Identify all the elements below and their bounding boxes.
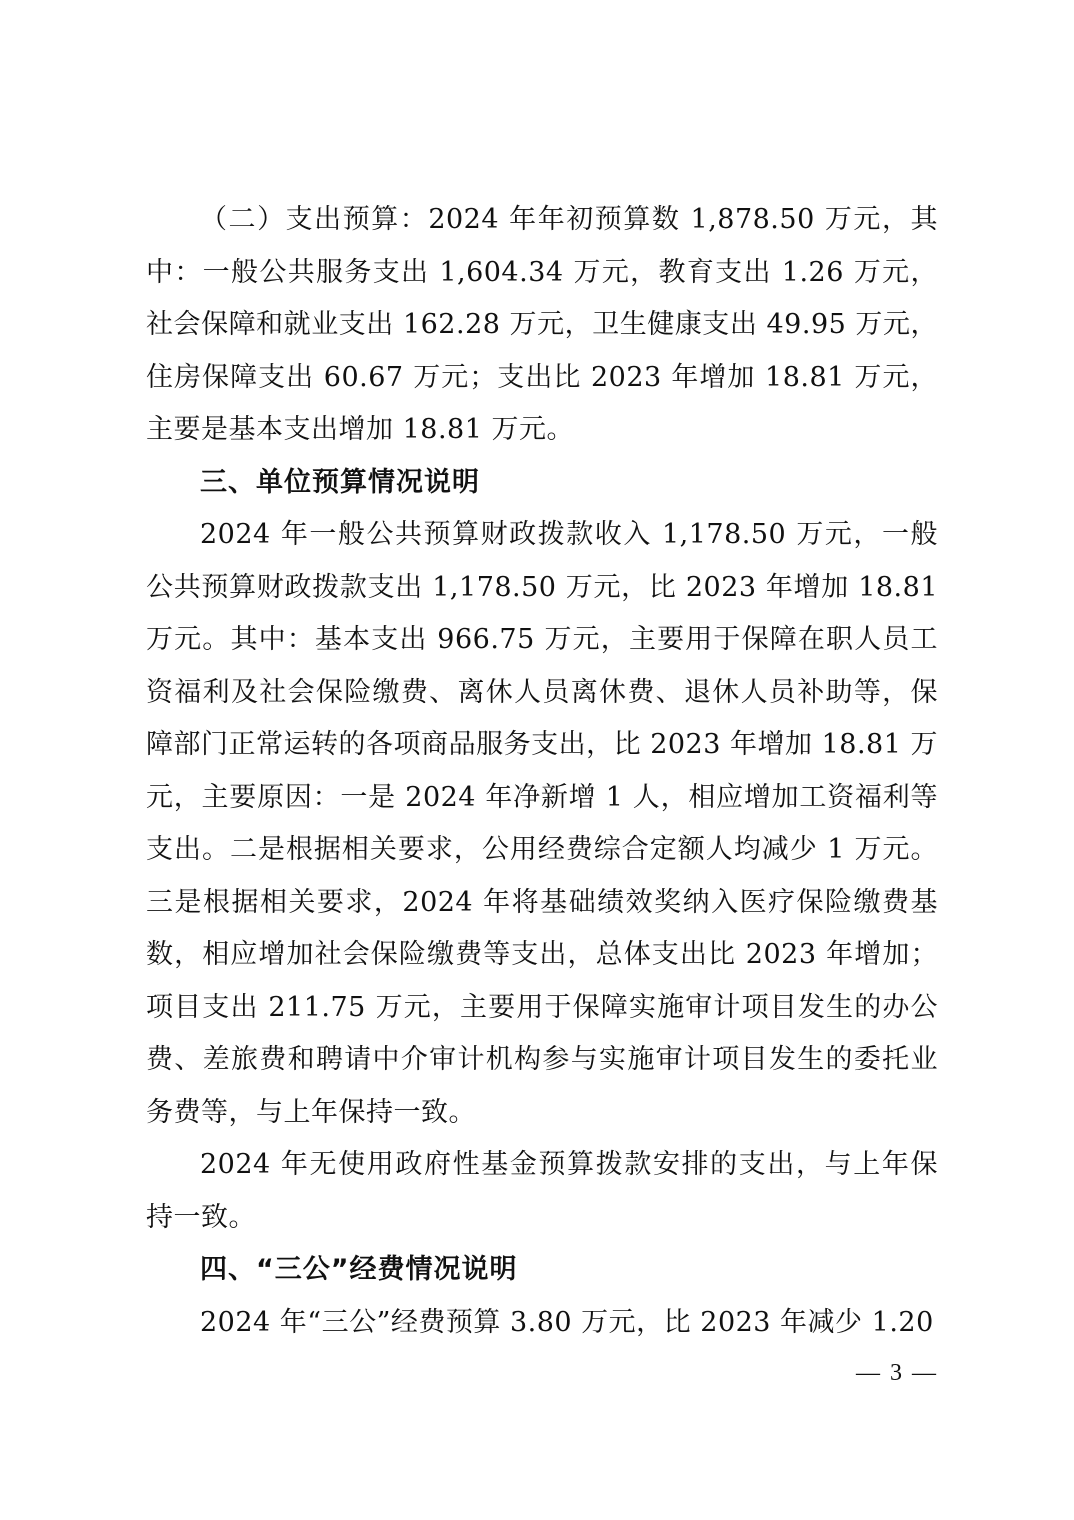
section-heading-unit-budget: 三、单位预算情况说明 — [200, 466, 480, 498]
paragraph-expenditure-budget: （二）支出预算：2024 年年初预算数 1,878.50 万元，其中：一般公共服务支出 1,604.34 万元，教育支出 1.26 万元，社会保障和就业支出 162.28 万元，卫生健康支出 49.95 万元，住房保障支出 60.67 万元；支出比 2023 年增加 18.81 万元，主要是基本支出增加 18.81 万元。 — [146, 204, 938, 445]
paragraph-three-public-budget: 2024 年“三公”经费预算 3.80 万元，比 2023 年减少 1.20 — [200, 1306, 934, 1338]
paragraph-general-budget: 2024 年一般公共预算财政拨款收入 1,178.50 万元，一般公共预算财政拨款支出 1,178.50 万元，比 2023 年增加 18.81 万元。其中：基本支出 966.75 万元，主要用于保障在职人员工资福利及社会保险缴费、离休人员离休费、退休人员补助等，保障部门正常运转的各项商品服务支出，比 2023 年增加 18.81 万元，主要原因：一是 2024 年净新增 1 人，相应增加工资福利等支出。二是根据相关要求，公用经费综合定额人均减少 1 万元。三是根据相关要求，2024 年将基础绩效奖纳入医疗保险缴费基数，相应增加社会保险缴费等支出，总体支出比 2023 年增加；项目支出 211.75 万元，主要用于保障实施审计项目发生的办公费、差旅费和聘请中介审计机构参与实施审计项目发生的委托业务费等，与上年保持一致。 — [146, 519, 938, 1128]
paragraph-government-fund: 2024 年无使用政府性基金预算拨款安排的支出，与上年保持一致。 — [146, 1149, 938, 1233]
section-heading-three-public: 四、“三公”经费情况说明 — [200, 1254, 518, 1285]
document-body — [146, 194, 938, 1349]
page-number: — 3 — — [856, 1360, 938, 1386]
